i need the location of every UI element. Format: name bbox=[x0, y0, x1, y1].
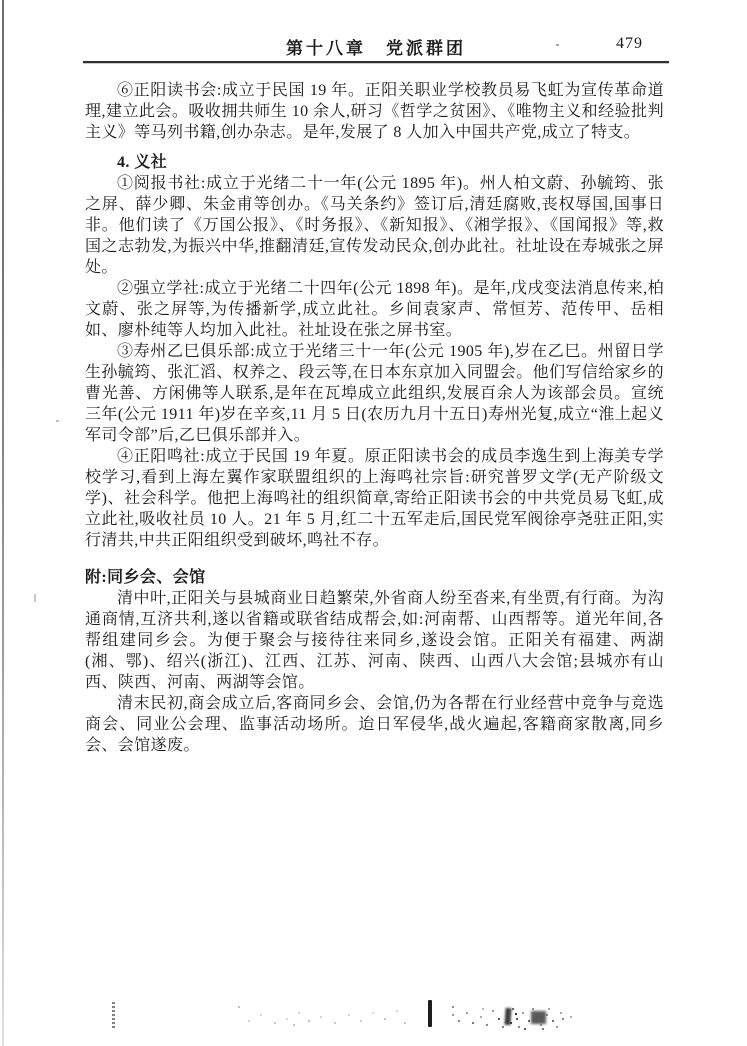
running-head bbox=[85, 34, 667, 56]
paragraph-zhengyang-mingshe: ④正阳鸣社:成立于民国 19 年夏。原正阳读书会的成员李逸生到上海美专学校学习,看到上海左翼作家联盟组织的上海鸣社宗旨:研究普罗文学(无产阶级文学)、社会科学。他把上海鸣社的组织简章,寄给正阳读书会的中共党员易飞虹,成立此社,吸收社员 10 人。21 年 5 月,红二十五军走后,国民党军阀徐亭尧驻正阳,实行清共,中共正阳组织受到破坏,鸣社不存。 bbox=[85, 448, 664, 549]
section-heading-yishe: 4. 义社 bbox=[117, 154, 168, 171]
scan-noise-speckles bbox=[238, 1006, 240, 1008]
page-number: 479 bbox=[616, 35, 643, 52]
scan-noise-blob bbox=[504, 1008, 511, 1025]
paragraph-yuebao-shushe: ①阅报书社:成立于光绪二十一年(公元 1895 年)。州人柏文蔚、孙毓筠、张之屏、薛少卿、朱金甫等创办。《马关条约》签订后,清廷腐败,丧权辱国,国事日非。他们读了《万国公报》、《时务报》、《新知报》、《湘学报》、《国闻报》等,救国之志勃发,为振兴中华,推翻清廷,宣传发动民众,创办此社。社址设在寿城张之屏处。 bbox=[85, 175, 664, 276]
scan-speck bbox=[34, 594, 36, 602]
scan-dash-mark bbox=[428, 1000, 432, 1027]
scan-noise-speckles bbox=[452, 1006, 454, 1008]
scan-speck bbox=[56, 420, 59, 422]
appendix-heading: 附:同乡会、会馆 bbox=[85, 569, 206, 586]
page-body bbox=[85, 80, 664, 756]
chapter-title: 第十八章 党派群团 bbox=[286, 39, 466, 58]
appendix-paragraph-guilds-origin: 清中叶,正阳关与县城商业日趋繁荣,外省商人纷至沓来,有坐贾,有行商。为沟通商情,互济共利,遂以省籍或联省结成帮会,如:河南帮、山西帮等。道光年间,各帮组建同乡会。为便于聚会与接待往来同乡,遂设会馆。正阳关有福建、两湖(湘、鄂)、绍兴(浙江)、江西、江苏、河南、陕西、山西八大会馆;县城亦有山西、陕西、河南、两湖等会馆。 bbox=[85, 590, 664, 691]
paragraph-yisi-club: ③寿州乙巳俱乐部:成立于光绪三十一年(公元 1905 年),岁在乙巳。州留日学生孙毓筠、张汇滔、权养之、段云等,在日本东京加入同盟会。他们写信给家乡的曹光善、方闲佛等人联系,是年在瓦埠成立此组织,发展百余人为该部会员。宣统三年(公元 1911 年)岁在辛亥,11 月 5 日(农历九月十五日)寿州光复,成立“淮上起义军司令部”后,乙巳俱乐部并入。 bbox=[85, 343, 664, 444]
scan-dash-mark bbox=[112, 1002, 115, 1028]
scan-noise-blob bbox=[531, 1011, 546, 1024]
paragraph-qiangli-xueshe: ②强立学社:成立于光绪二十四年(公元 1898 年)。是年,戊戌变法消息传来,柏文蔚、张之屏等,为传播新学,成立此社。乡间袁家声、常恒芳、范传甲、岳相如、廖朴纯等人均加入此社。社址设在张之屏书室。 bbox=[85, 280, 664, 339]
scan-edge-line bbox=[2, 0, 4, 1046]
appendix-paragraph-guilds-decline: 清末民初,商会成立后,客商同乡会、会馆,仍为各帮在行业经营中竞争与竞选商会、同业公会理、监事活动场所。迨日军侵华,战火遍起,客籍商家散离,同乡会、会馆遂废。 bbox=[85, 695, 664, 754]
header-rule bbox=[83, 61, 669, 63]
paragraph-zhengyang-reading-society: ⑥正阳读书会:成立于民国 19 年。正阳关职业学校教员易飞虹为宣传革命道理,建立此会。吸收拥共师生 10 余人,研习《哲学之贫困》、《唯物主义和经验批判主义》等马列书籍,创办杂志。是年,发展了 8 人加入中国共产党,成立了特支。 bbox=[85, 82, 664, 141]
